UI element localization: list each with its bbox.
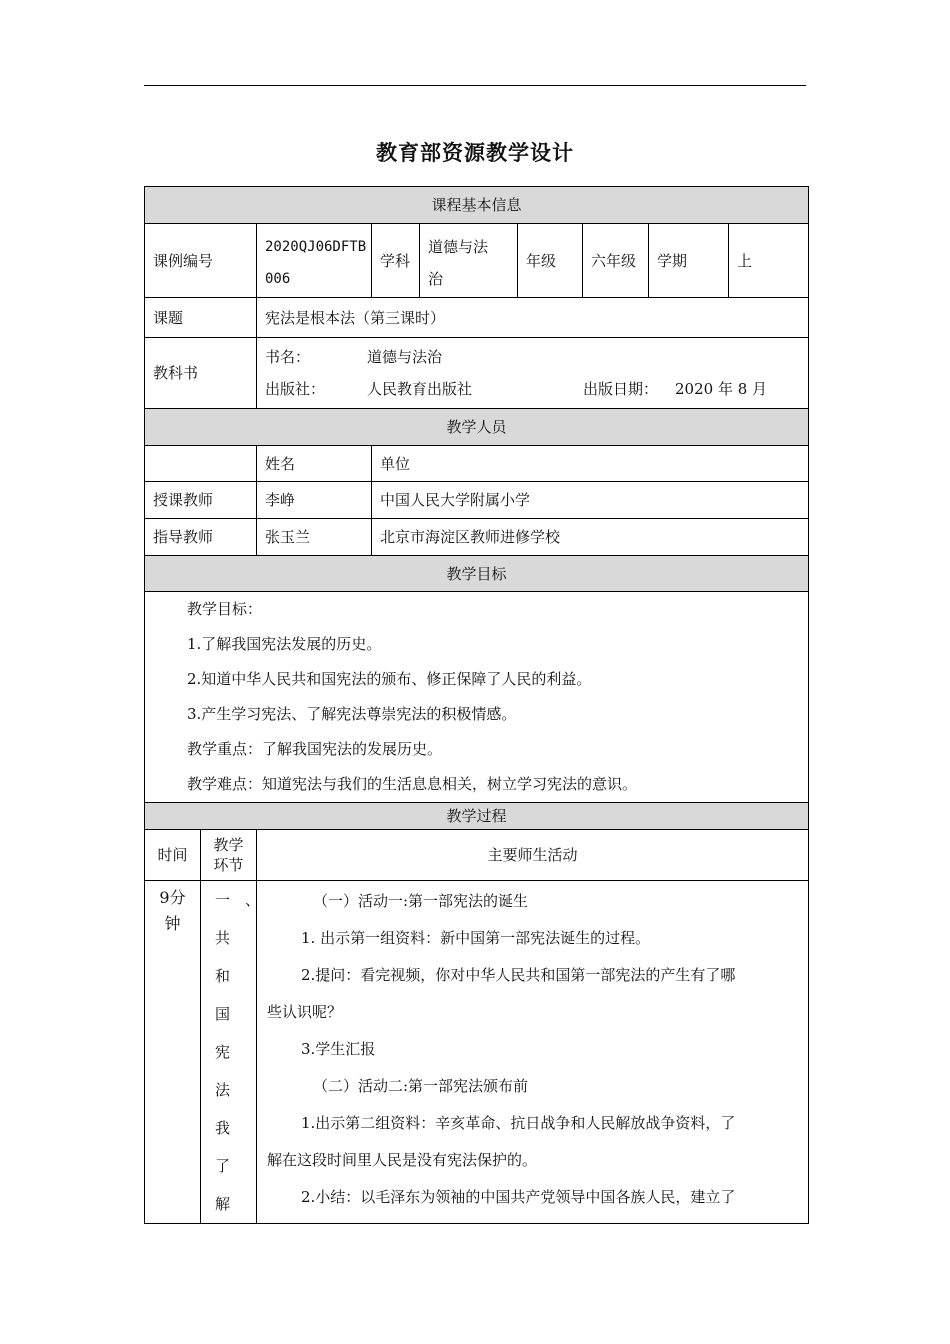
textbook-label: 教科书 [145,338,257,409]
staff-role-header [145,446,257,482]
time-header: 时间 [145,830,201,881]
staff-unit: 北京市海淀区教师进修学校 [372,519,809,556]
term-value: 上 [729,224,809,298]
activity-line: 2.提问：看完视频，你对中华人民共和国第一部宪法的产生有了哪 [301,966,736,984]
book-name-label: 书名： [265,348,311,366]
section-basic-info: 课程基本信息 [145,187,809,224]
stage-link-line: 一 、 [215,891,261,909]
activity-line: 1.出示第二组资料：辛亥革命、抗日战争和人民解放战争资料，了 [301,1114,736,1132]
stage-link-line: 法 我 [215,1081,246,1137]
staff-role: 指导教师 [145,519,257,556]
link-header-line1: 教学 [213,836,244,854]
lesson-design-table [144,186,809,1224]
activity-line: （一）活动一:第一部宪法的诞生 [313,892,529,910]
publisher-label: 出版社： [265,380,326,398]
term-label: 学期 [649,224,729,298]
case-no-value [257,224,372,298]
difficulty: 教学难点：知道宪法与我们的生活息息相关，树立学习宪法的意识。 [187,775,638,793]
topic-value: 宪法是根本法（第三课时） [257,298,809,338]
topic-label: 课题 [145,298,257,338]
book-name-value: 道德与法治 [367,348,443,366]
staff-name: 张玉兰 [257,519,372,556]
objectives-body [145,592,809,803]
stage-link-line: 共 和 [215,929,246,985]
subject-line1: 道德与法 [428,237,489,256]
textbook-info [257,338,809,409]
section-process: 教学过程 [145,803,809,830]
link-header-line2: 环节 [213,856,244,874]
staff-role: 授课教师 [145,482,257,519]
stage-time [145,881,201,1224]
activity-line: 1. 出示第一组资料：新中国第一部宪法诞生的过程。 [301,929,651,947]
stage-time-line2: 钟 [164,914,181,933]
case-no-line1: 2020QJ06DFTB [265,238,367,255]
stage-link [201,881,261,1224]
staff-name-header: 姓名 [257,446,372,482]
grade-label: 年级 [518,224,583,298]
staff-unit: 中国人民大学附属小学 [372,482,809,519]
staff-name: 李峥 [257,482,372,519]
objectives-heading: 教学目标： [187,600,263,618]
case-no-label: 课例编号 [145,224,257,298]
pub-date-label: 出版日期： [583,380,659,398]
activity-header: 主要师生活动 [257,830,809,881]
book-name-row [265,341,800,373]
staff-unit-header: 单位 [372,446,809,482]
activity-line: 解在这段时间里人民是没有宪法保护的。 [267,1151,538,1169]
key-point: 教学重点：了解我国宪法的发展历史。 [187,740,443,758]
publisher-row [265,373,800,405]
section-staff: 教学人员 [145,409,809,446]
header-rule [144,85,806,86]
subject-value [420,224,518,298]
activities-body [257,881,809,1224]
subject-label: 学科 [372,224,420,298]
objective-item: 2.知道中华人民共和国宪法的颁布、修正保障了人民的利益。 [187,670,592,688]
stage-link-line: 了解 [215,1157,231,1213]
publisher-value: 人民教育出版社 [367,380,473,398]
activity-line: （二）活动二:第一部宪法颁布前 [313,1077,529,1095]
case-no-line2: 006 [265,270,291,287]
objective-item: 1.了解我国宪法发展的历史。 [187,635,382,653]
objective-item: 3.产生学习宪法、了解宪法尊崇宪法的积极情感。 [187,705,517,723]
activity-line: 2.小结：以毛泽东为领袖的中国共产党领导中国各族人民，建立了 [301,1188,736,1206]
page-title: 教育部资源教学设计 [376,140,574,165]
activity-line: 3.学生汇报 [301,1040,376,1058]
stage-link-line: 国 宪 [215,1005,246,1061]
section-objectives: 教学目标 [145,556,809,592]
link-header [201,830,257,881]
subject-line2: 治 [428,269,444,288]
stage-time-line1: 9分 [159,888,186,907]
grade-value: 六年级 [583,224,649,298]
pub-date-value: 2020 年 8 月 [675,380,768,398]
activity-line: 些认识呢？ [267,1003,343,1021]
